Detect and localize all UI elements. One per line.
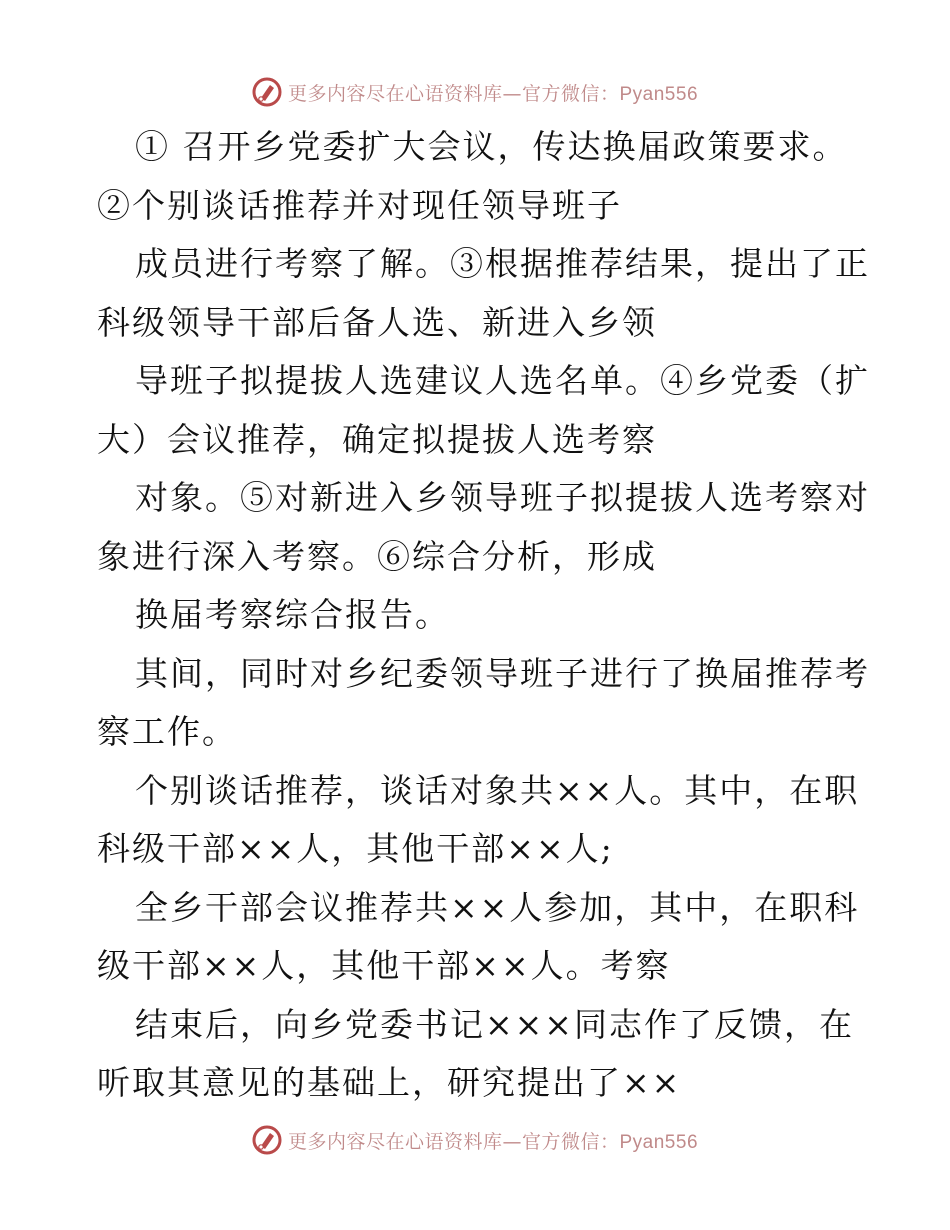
- watermark-text: 更多内容尽在心语资料库—官方微信：: [287, 82, 620, 105]
- text-line: 换届考察综合报告。: [135, 595, 450, 634]
- text-line: 导班子拟提拔人选建议人选名单。④乡党委（扩: [135, 361, 870, 400]
- watermark-wechat-id: Pyan556: [619, 1131, 699, 1153]
- text-line: 科级干部××人，其他干部××人;: [97, 829, 614, 868]
- text-line: 成员进行考察了解。③根据推荐结果，提出了正: [135, 244, 870, 283]
- watermark-wechat-id: Pyan556: [619, 83, 699, 105]
- watermark-text: 更多内容尽在心语资料库—官方微信：: [287, 1130, 620, 1153]
- text-line: 对象。⑤对新进入乡领导班子拟提拔人选考察对: [135, 478, 870, 517]
- text-line: 察工作。: [97, 712, 237, 751]
- text-line: 象进行深入考察。⑥综合分析，形成: [97, 536, 657, 576]
- text-line: ① 召开乡党委扩大会议，传达换届政策要求。: [135, 127, 848, 166]
- text-line: 结束后，向乡党委书记×××同志作了反馈，在: [135, 1004, 854, 1044]
- pen-nib-circle-icon: [252, 77, 282, 107]
- text-line: 科级领导干部后备人选、新进入乡领: [97, 302, 657, 342]
- header-watermark: [0, 72, 950, 112]
- text-line: 全乡干部会议推荐共××人参加，其中，在职科: [135, 887, 860, 927]
- footer-watermark: [0, 1120, 950, 1160]
- text-line: 个别谈话推荐，谈话对象共××人。其中，在职: [135, 770, 860, 810]
- text-line: 级干部××人，其他干部××人。考察: [97, 946, 671, 985]
- text-line: ②个别谈话推荐并对现任领导班子: [97, 185, 622, 225]
- pen-nib-circle-icon: [252, 1125, 282, 1155]
- text-line: 大）会议推荐，确定拟提拔人选考察: [97, 419, 657, 459]
- text-line: 听取其意见的基础上，研究提出了××: [97, 1063, 682, 1102]
- text-line: 其间，同时对乡纪委领导班子进行了换届推荐考: [135, 653, 870, 693]
- document-body: [97, 118, 870, 1113]
